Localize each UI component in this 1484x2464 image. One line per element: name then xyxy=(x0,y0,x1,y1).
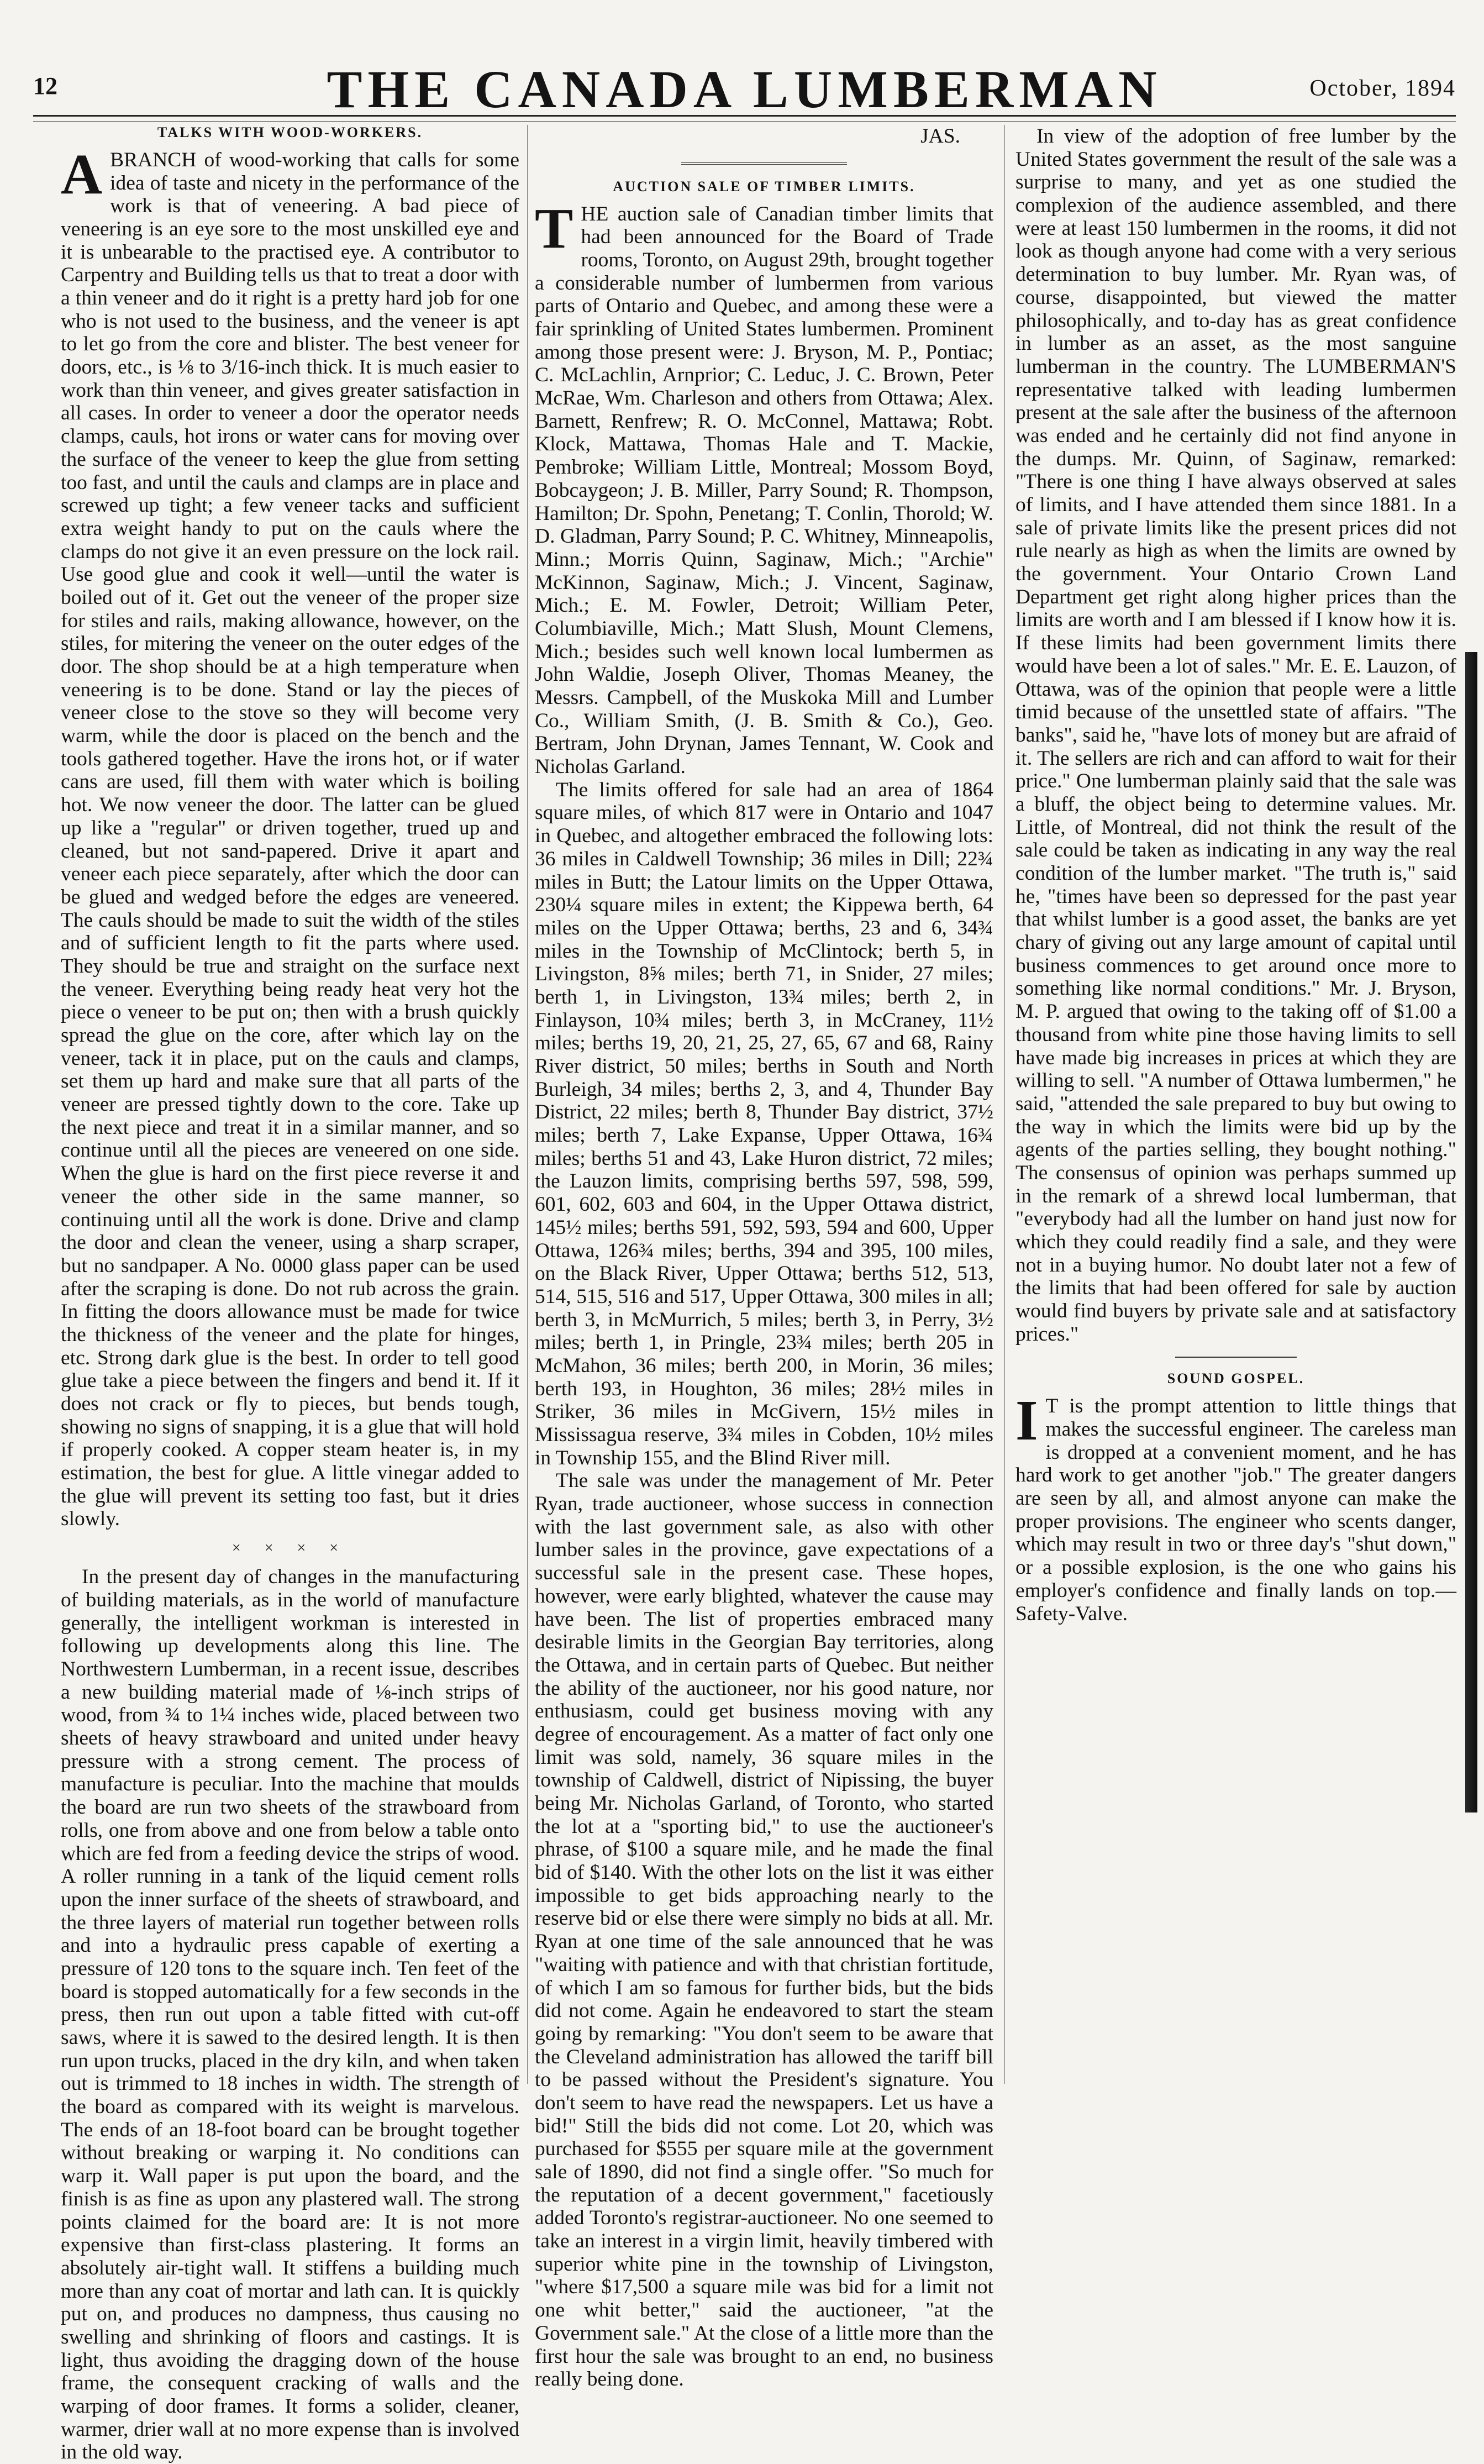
article-divider xyxy=(1175,1357,1297,1358)
masthead xyxy=(33,51,1456,117)
paragraph-text: HE auction sale of Canadian timber limits that had been announced for the Board of Trade rooms, Toronto, on August 29th, brought together a considerable number of lumbermen from various parts of Ontario and Quebec, and among these were a fair sprinkling of United States lumbermen. Prominent among those present were: J. Bryson, M. P., Pontiac; C. McLachlin, Arnprior; C. Leduc, J. C. Brown, Peter McRae, Wm. Charleson and others from Ottawa; Alex. Barnett, Renfrew; R. O. McConnel, Mattawa; Robt. Klock, Mattawa, Thomas Hale and T. Mackie, Pembroke; William Little, Montreal; Mossom Boyd, Bobcaygeon; J. B. Miller, Parry Sound; R. Thompson, Hamilton; Dr. Spohn, Penetang; T. Conlin, Thorold; W. D. Gladman, Parry Sound; P. C. Whitney, Minneapolis, Minn.; Morris Quinn, Saginaw, Mich.; "Archie" McKinnon, Saginaw, Mich.; J. Vincent, Saginaw, Mich.; E. M. Fowler, Detroit; William Peter, Columbiaville, Mich.; Matt Slush, Mount Clemens, Mich.; besides such well known local lumbermen as John Waldie, Joseph Oliver, Thomas Meaney, the Messrs. Campbell, of the Muskoka Mill and Lumber Co., William Smith, (J. B. Smith & Co.), Geo. Bertram, John Drynan, James Tennant, W. Cook and Nicholas Garland. xyxy=(535,202,993,779)
paragraph-text: T is the prompt attention to little things that makes the successful engineer. The careless man is dropped at a convenient moment, and he has hard work to get another "job." The greater dangers are seen by all, and almost anyone can make the proper provisions. The engineer who scents danger, which may result in two or three day's "shut down," or a possible explosion, is the one who gains his employer's confidence and finally lands on top.—Safety-Valve. xyxy=(1015,1395,1456,1625)
article-heading-auction: AUCTION SALE OF TIMBER LIMITS. xyxy=(613,178,915,195)
article-heading-gospel: SOUND GOSPEL. xyxy=(1167,1370,1305,1387)
article-signature: JAS. xyxy=(920,125,960,148)
section-separator: × × × × xyxy=(231,1540,349,1557)
page-number: 12 xyxy=(33,72,57,99)
article-paragraph: The limits offered for sale had an area of 1864 square miles, of which 817 were in Ontario and 1047 in Quebec, and altogether embraced the following lots: 36 miles in Caldwell Township; 36 miles in Dill; 22¾ miles in Butt; the Latour limits on the Upper Ottawa, 230¼ square miles in extent; the Kippewa berth, 64 miles on the Upper Ottawa; berths, 23 and 6, 34¾ miles in the Township of McClintock; berth 5, in Livingston, 8⅝ miles; berth 71, in Snider, 27 miles; berth 1, in Livingston, 13¾ miles; berth 2, in Finlayson, 10¾ miles; berth 3, in McCraney, 11½ miles; berths 19, 20, 21, 25, 27, 65, 67 and 68, Rainy River district, 50 miles; berths in South and North Burleigh, 34 miles; berths 2, 3, and 4, Thunder Bay District, 22 miles; berth 8, Thunder Bay district, 37½ miles; berth 7, Lake Expanse, Upper Ottawa, 16¾ miles; berths 51 and 43, Lake Huron district, 72 miles; the Lauzon limits, comprising berths 597, 598, 599, 601, 602, 603 and 604, in the Upper Ottawa district, 145½ miles; berths 591, 592, 593, 594 and 600, Upper Ottawa, 126¾ miles; berths, 394 and 395, 100 miles, on the Black River, Upper Ottawa; berths 512, 513, 514, 515, 516 and 517, Upper Ottawa, 300 miles in all; berth 3, in McMurrich, 5 miles; berth 3, in Perry, 3½ miles; berth 1, in Pringle, 23¾ miles; berth 205 in McMahon, 36 miles; berth 200, in Morin, 36 miles; berth 193, in Houghton, 36 miles; 28½ miles in Striker, 36 miles in McGivern, 15½ miles in Mississagua reserve, 3¾ miles in Cobden, 10½ miles in Township 155, and the Blind River mill. xyxy=(535,778,993,1469)
drop-cap: A xyxy=(61,142,103,206)
article-paragraph: The sale was under the management of Mr. Peter Ryan, trade auctioneer, whose success in connection with the last government sale, as also with other lumber sales in the province, gave expectations of a successful sale in the present case. These hopes, however, were early blighted, whatever the cause may have been. The list of properties embraced many desirable limits in the Georgian Bay territories, along the Ottawa, and in certain parts of Quebec. But neither the ability of the auctioneer, nor his good nature, nor enthusiasm, could get business moving with any degree of encouragement. As a matter of fact only one limit was sold, namely, 36 square miles in the township of Caldwell, district of Nipissing, the buyer being Mr. Nicholas Garland, of Toronto, who started the lot at a "sporting bid," to use the auctioneer's phrase, of $100 a square mile, and he made the final bid of $140. With the other lots on the list it was either impossible to get bids approaching nearly to the reserve bid or else there were simply no bids at all. Mr. Ryan at one time of the sale announced that he was "waiting with patience and with that christian fortitude, of which I am so famous for further bids, but the bids did not come. Again he endeavored to start the steam going by remarking: "You don't seem to be aware that the Cleveland administration has allowed the tariff bill to be passed without the President's signature. You don't seem to have read the newspapers. Let us have a bid!" Still the bids did not come. Lot 20, which was purchased for $555 per square mile at the government sale of 1890, did not find a single offer. "So much for the reputation of a decent government," facetiously added Toronto's registrar-auctioneer. No one seemed to take an interest in a virgin limit, heavily timbered with superior white pine in the township of Livingston, "where $17,500 a square mile was bid for a limit not one whit better," said the auctioneer, "at the Government sale." At the close of a little more than the first hour the sale was brought to an end, no business really being done. xyxy=(535,1469,993,2391)
newspaper-title: THE CANADA LUMBERMAN xyxy=(327,60,1162,119)
column-divider xyxy=(1004,125,1005,2084)
article-paragraph xyxy=(1015,1389,1456,1625)
drop-cap: T xyxy=(535,196,573,260)
column-3 xyxy=(1015,125,1456,2084)
article-divider xyxy=(681,162,847,168)
column-divider xyxy=(527,125,528,2084)
drop-cap: I xyxy=(1015,1389,1038,1453)
article-paragraph: In the present day of changes in the manufacturing of building materials, as in the world of manufacture generally, the intelligent workman is interested in following up developments along this line. The Northwestern Lumberman, in a recent issue, describes a new building material made of ⅛-inch strips of wood, from ¾ to 1¼ inches wide, placed between two sheets of heavy strawboard and united under heavy pressure with a strong cement. The process of manufacture is peculiar. Into the machine that moulds the board are run two sheets of the strawboard from rolls, one from above and one from below a table onto which are fed from a feeding device the strips of wood. A roller running in a tank of the liquid cement rolls upon the inner surface of the sheets of strawboard, and the three layers of material run together between rolls and into a hydraulic press capable of exerting a pressure of 120 tons to the square inch. Ten feet of the board is stopped automatically for a few seconds in the press, then run out upon a table fitted with cut-off saws, where it is sawed to the desired length. It is then run upon trucks, placed in the dry kiln, and when taken out is trimmed to 18 inches in width. The strength of the board as compared with its weight is marvelous. The ends of an 18-foot board can be brought together without breaking or warping it. No conditions can warp it. Wall paper is put upon the board, and the finish is as fine as upon any plastered wall. The strong points claimed for the board are: It is not more expensive than first-class plastering. It forms an absolutely air-tight wall. It stiffens a building much more than any coat of mortar and lath can. It is quickly put on, and produces no dampness, thus causing no swelling and shrinking of floors and castings. It is light, thus avoiding the dragging down of the house frame, the consequent cracking of walls and the warping of door frames. It forms a solider, cleaner, warmer, drier wall at no more expense than is involved in the old way. xyxy=(61,1565,519,2464)
issue-date: October, 1894 xyxy=(1309,76,1456,101)
paragraph-text: BRANCH of wood-working that calls for some idea of taste and nicety in the performance of the work is that of veneering. A bad piece of veneering is an eye sore to the most unskilled eye and it is unbearable to the practised eye. A contributor to Carpentry and Building tells us that to treat a door with a thin veneer and do it right is a pretty hard job for one who is not used to the business, and the veneer is apt to let go from the core and blister. The best veneer for doors, etc., is ⅛ to 3/16-inch thick. It is much easier to work than thin veneer, and gives greater satisfaction in all cases. In order to veneer a door the operator needs clamps, cauls, hot irons or water cans for moving over the surface of the veneer to keep the glue from setting too fast, and until the cauls and clamps are in place and screwed up tight; a few veneer tacks and sufficient extra weight handy to put on the cauls where the clamps do not give it an even pressure on the lock rail. Use good glue and cook it well—until the water is boiled out of it. Get out the veneer of the proper size for stiles and rails, making allowance, however, on the stiles, for mitering the veneer on the outer edges of the door. The shop should be at a high temperature when veneering is to be done. Stand or lay the pieces of veneer close to the stove so they will become very warm, while the door is placed on the bench and the tools gathered together. Have the irons hot, or if water cans are used, fill them with water which is boiling hot. We now veneer the door. The latter can be glued up like a "regular" or driven together, trued up and cleaned, but not sand-papered. Drive it apart and veneer each piece separately, after which the door can be glued and wedged before the edges are veneered. The cauls should be made to suit the width of the stiles and of sufficient length to fit the parts where used. They should be true and straight on the surface next the veneer. Everything being ready heat very hot the piece o veneer to be put on; then with a brush quickly spread the glue on the core, after which lay on the veneer, tack it in place, put on the cauls and clamps, set them up hard and make sure that all parts of the veneer are pressed tightly down to the core. Take up the next piece and treat it in a similar manner, and so continue until all the pieces are veneered on one side. When the glue is hard on the first piece reverse it and veneer the other side in the same manner, so continuing until all the work is done. Drive and clamp the door and clean the veneer, using a sharp scraper, but no sandpaper. A No. 0000 glass paper can be used after the scraping is done. Do not rub across the grain. In fitting the doors allowance must be made for twice the thickness of the veneer and the plate for hinges, etc. Strong dark glue is the best. In order to tell good glue take a piece between the fingers and bend it. If it does not crack or fly to pieces, but bends tough, showing no signs of snapping, it is a glue that will hold if properly cooked. A copper steam heater is, in my estimation, the best for glue. A little vinegar added to the glue will prevent its setting too fast, but it dries slowly. xyxy=(61,148,519,1531)
column-2 xyxy=(535,125,993,2391)
article-paragraph: In view of the adoption of free lumber by the United States government the result of the sale was a surprise to many, and yet as one studied the complexion of the audience assembled, and there were at least 150 lumbermen in the rooms, it did not look as though anyone had come with a very serious determination to buy lumber. Mr. Ryan was, of course, disappointed, but viewed the matter philosophically, and to-day has as great confidence in lumber as an asset, as the most sanguine lumberman in the country. The LUMBERMAN'S representative talked with leading lumbermen present at the sale after the business of the afternoon was ended and he certainly did not find anyone in the dumps. Mr. Quinn, of Saginaw, remarked: "There is one thing I have always observed at sales of limits, and I have attended them since 1881. In a sale of private limits like the present prices did not rule nearly as high as when the limits are owned by the government. Your Ontario Crown Land Department get right along higher prices than the limits are worth and I am blessed if I know how it is. If these limits had been government limits there would have been a lot of sales." Mr. E. E. Lauzon, of Ottawa, was of the opinion that people were a little timid because of the unsettled state of affairs. "The banks", said he, "have lots of money but are afraid of it. The sellers are rich and can afford to wait for their price." One lumberman plainly said that the sale was a bluff, the object being to determine values. Mr. Little, of Montreal, did not think the result of the sale could be taken as indicating in any way the real condition of the lumber market. "The truth is," said he, "times have been so depressed for the past year that whilst lumber is a good asset, the banks are yet chary of giving out any large amount of capital until business commences to get around once more to something like normal conditions." Mr. J. Bryson, M. P. argued that owing to the taking off of $1.00 a thousand from white pine those having limits to sell have made big increases in prices at which they are willing to sell. "A number of Ottawa lumbermen," he said, "attended the sale prepared to buy but owing to the way in which the limits were bid up by the agents of the parties selling, they bought nothing." The consensus of opinion was perhaps summed up in the remark of a shrewd local lumberman, that "everybody had all the lumber on hand just now for which they could readily find a sale, and they were not in a buying humor. No doubt later not a few of the limits that had been offered for sale by auction would find buyers by private sale and at satisfactory prices." xyxy=(1015,125,1456,1346)
article-paragraph xyxy=(61,142,519,1531)
masthead-rule xyxy=(33,121,1456,122)
article-heading-woodworkers: TALKS WITH WOOD-WORKERS. xyxy=(157,124,423,140)
binding-edge xyxy=(1465,652,1477,1812)
column-1 xyxy=(61,124,519,2464)
article-paragraph xyxy=(535,196,993,779)
